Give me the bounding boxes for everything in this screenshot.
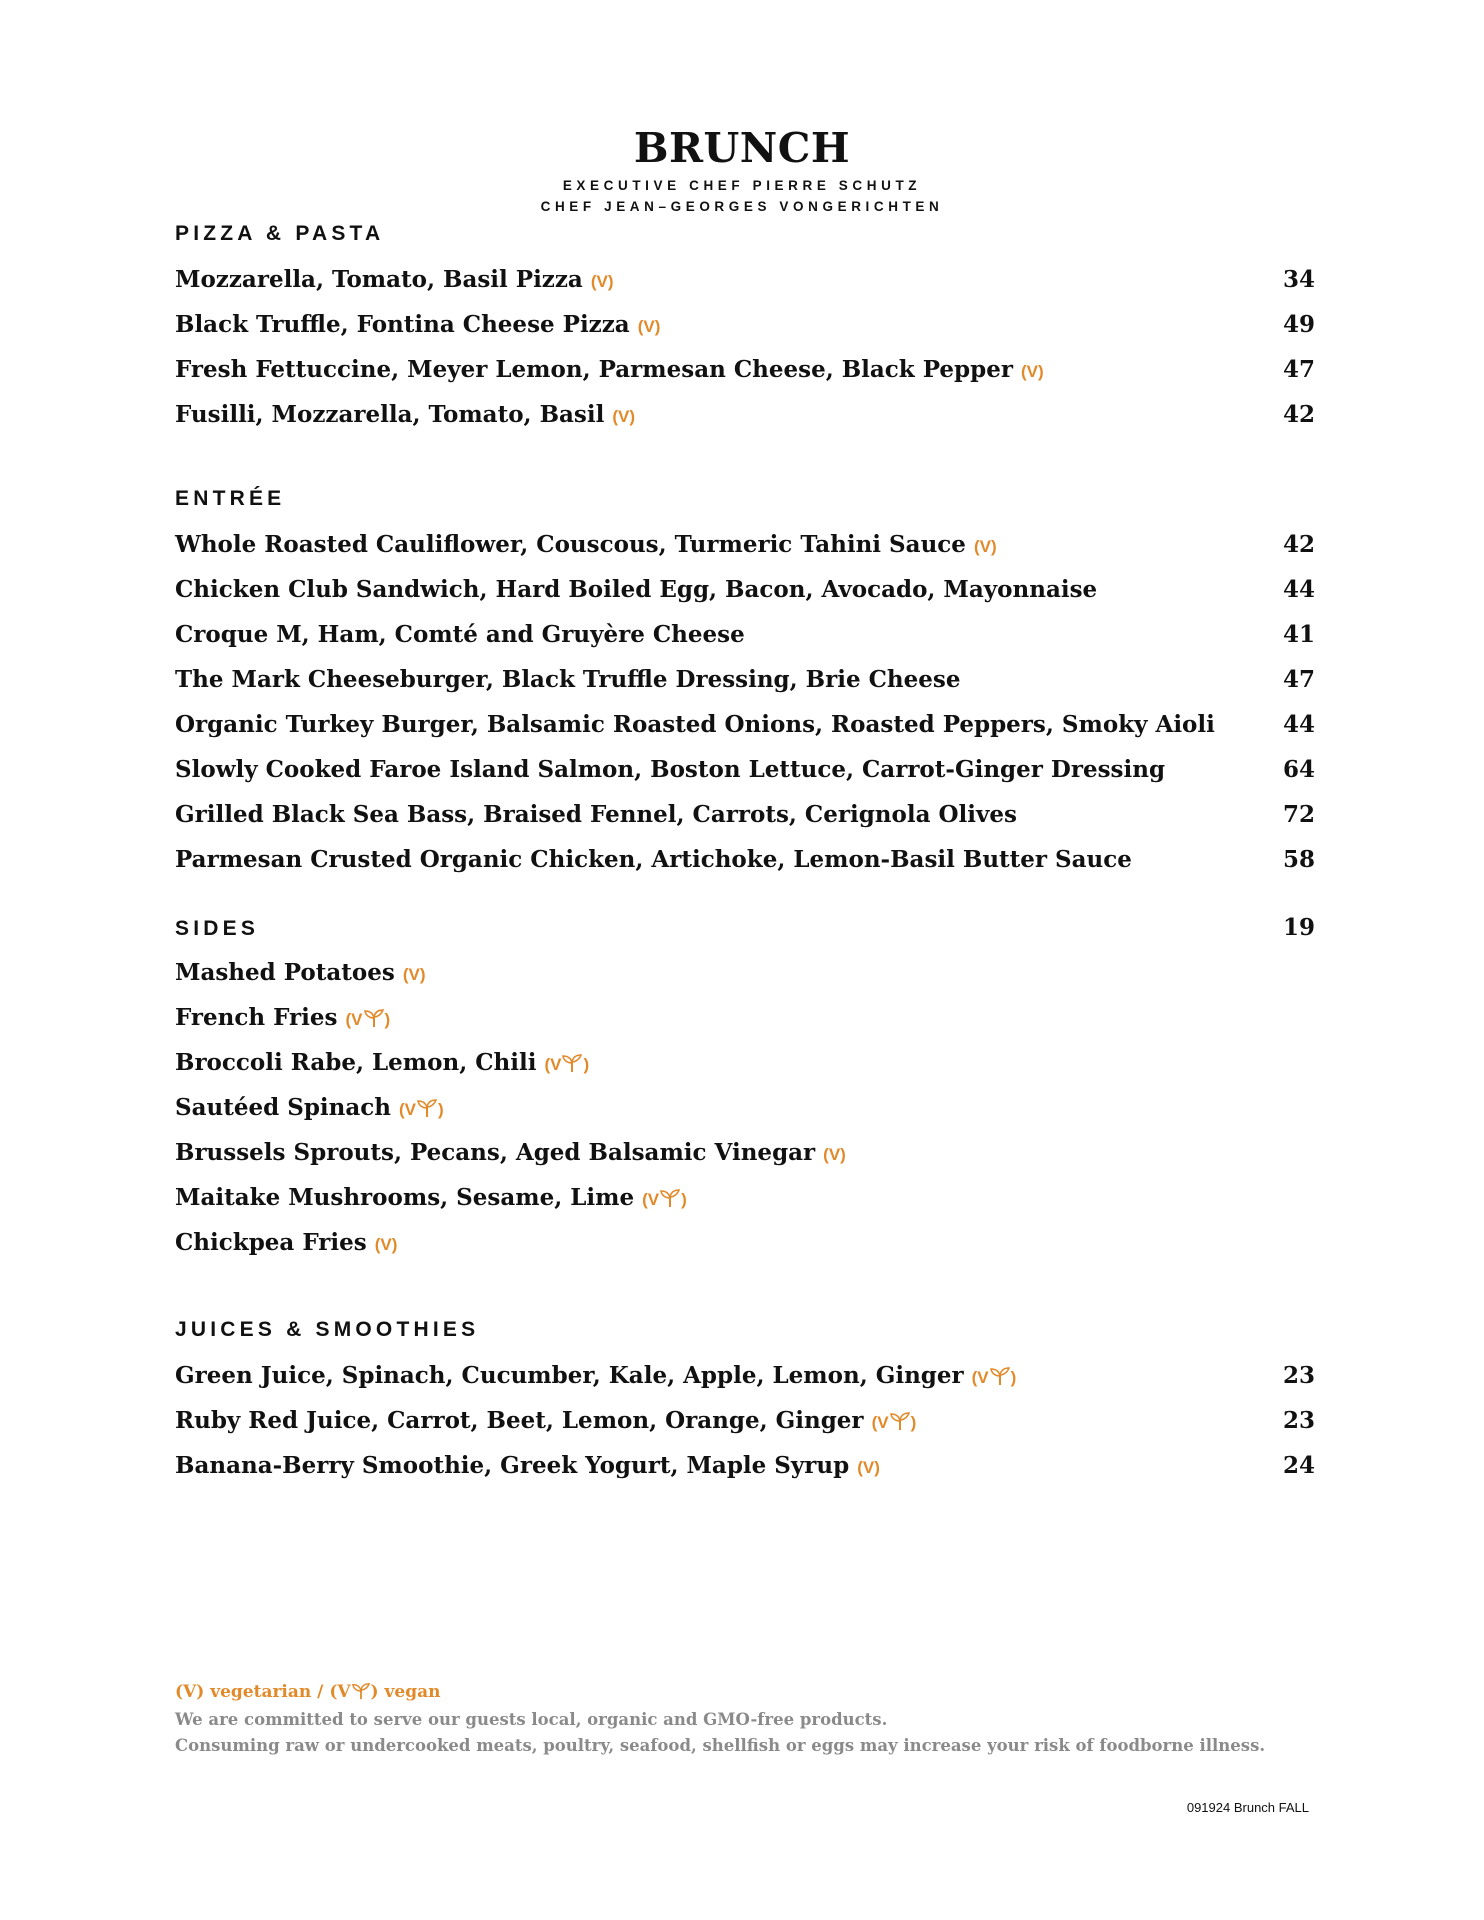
menu-item <box>175 1407 1315 1441</box>
vegetarian-tag: (V) <box>1020 362 1044 381</box>
sprout-icon <box>416 1098 438 1118</box>
item-name: Chickpea Fries <box>175 1229 367 1256</box>
vegetarian-tag: (V) <box>823 1145 846 1164</box>
vegan-tag: (V ) <box>399 1100 444 1119</box>
item-price: 42 <box>1282 531 1315 558</box>
menu-item <box>175 576 1315 610</box>
sprout-icon <box>889 1411 911 1431</box>
vegetarian-tag: (V) <box>402 965 426 984</box>
item-name: Maitake Mushrooms, Sesame, Lime <box>175 1184 635 1211</box>
sprout-icon <box>989 1366 1011 1386</box>
sprout-icon <box>351 1682 371 1700</box>
vegetarian-tag: (V) <box>857 1458 880 1477</box>
item-price: 23 <box>1282 1362 1315 1389</box>
item-name: Mashed Potatoes <box>175 959 395 986</box>
sprout-icon <box>363 1008 385 1028</box>
vegan-tag: (V ) <box>345 1010 391 1029</box>
item-name: Whole Roasted Cauliflower, Couscous, Turmeric Tahini Sauce <box>175 531 966 558</box>
item-price: 42 <box>1282 401 1315 428</box>
item-name: Banana-Berry Smoothie, Greek Yogurt, Maple Syrup <box>175 1452 850 1479</box>
menu-item <box>175 621 1315 655</box>
sprout-icon <box>561 1053 583 1073</box>
sides-header <box>175 914 1315 948</box>
menu-item <box>175 1452 1315 1486</box>
sprout-icon <box>659 1188 681 1208</box>
commitment-note: We are committed to serve our guests local, organic and GMO-free products. <box>175 1710 888 1729</box>
vegetarian-tag: (V) <box>374 1235 398 1254</box>
item-price: 41 <box>1282 621 1315 648</box>
menu-item <box>175 1004 1315 1038</box>
item-name: Organic Turkey Burger, Balsamic Roasted Onions, Roasted Peppers, Smoky Aioli <box>175 711 1215 738</box>
item-name: Sautéed Spinach <box>175 1094 391 1121</box>
diet-legend: (V) vegetarian / (V ) vegan <box>175 1682 441 1702</box>
menu-item <box>175 356 1315 390</box>
item-name: Parmesan Crusted Organic Chicken, Artichoke, Lemon-Basil Butter Sauce <box>175 846 1132 873</box>
section-title-pizza-pasta: PIZZA & PASTA <box>175 222 385 245</box>
vegan-tag: (V ) <box>642 1190 687 1209</box>
sides-price: 19 <box>1282 914 1315 941</box>
menu-item <box>175 1229 1315 1263</box>
vegan-tag: (V ) <box>871 1413 917 1432</box>
item-name: Green Juice, Spinach, Cucumber, Kale, Apple, Lemon, Ginger <box>175 1362 964 1389</box>
item-name: Fusilli, Mozzarella, Tomato, Basil <box>175 401 605 428</box>
item-name: Slowly Cooked Faroe Island Salmon, Boston Lettuce, Carrot-Ginger Dressing <box>175 756 1166 783</box>
menu-item <box>175 666 1315 700</box>
menu-item <box>175 1184 1315 1218</box>
item-price: 47 <box>1282 666 1315 693</box>
item-price: 23 <box>1282 1407 1315 1434</box>
vegan-tag: (V ) <box>544 1055 590 1074</box>
menu-item <box>175 1049 1315 1083</box>
item-name: The Mark Cheeseburger, Black Truffle Dressing, Brie Cheese <box>175 666 961 693</box>
menu-item <box>175 711 1315 745</box>
menu-code: 091924 Brunch FALL <box>1186 1800 1309 1815</box>
menu-item <box>175 311 1315 345</box>
item-name: French Fries <box>175 1004 338 1031</box>
menu-title: BRUNCH <box>633 124 851 172</box>
item-name: Broccoli Rabe, Lemon, Chili <box>175 1049 537 1076</box>
section-title-sides: SIDES <box>175 917 260 940</box>
menu-item <box>175 1362 1315 1396</box>
item-price: 64 <box>1282 756 1315 783</box>
item-price: 24 <box>1282 1452 1315 1479</box>
section-title-juices: JUICES & SMOOTHIES <box>175 1318 480 1341</box>
menu-item <box>175 846 1315 880</box>
legend-vegan: ) vegan <box>370 1682 441 1702</box>
item-name: Mozzarella, Tomato, Basil Pizza <box>175 266 583 293</box>
item-price: 72 <box>1282 801 1315 828</box>
legend-vegetarian: (V) vegetarian / <box>175 1682 324 1702</box>
item-name: Ruby Red Juice, Carrot, Beet, Lemon, Orange, Ginger <box>175 1407 864 1434</box>
menu-item <box>175 1094 1315 1128</box>
item-name: Black Truffle, Fontina Cheese Pizza <box>175 311 630 338</box>
food-safety-warning: Consuming raw or undercooked meats, poultry, seafood, shellfish or eggs may increase your risk of foodborne illness. <box>175 1736 1266 1755</box>
item-name: Grilled Black Sea Bass, Braised Fennel, Carrots, Cerignola Olives <box>175 801 1017 828</box>
item-name: Chicken Club Sandwich, Hard Boiled Egg, Bacon, Avocado, Mayonnaise <box>175 576 1098 603</box>
chef-name: CHEF JEAN–GEORGES VONGERICHTEN <box>540 199 944 214</box>
item-price: 44 <box>1282 711 1315 738</box>
item-name: Brussels Sprouts, Pecans, Aged Balsamic Vinegar <box>175 1139 816 1166</box>
item-name: Fresh Fettuccine, Meyer Lemon, Parmesan Cheese, Black Pepper <box>175 356 1013 383</box>
item-price: 34 <box>1282 266 1315 293</box>
item-price: 44 <box>1282 576 1315 603</box>
vegan-tag: (V ) <box>971 1368 1017 1387</box>
menu-item <box>175 801 1315 835</box>
vegetarian-tag: (V) <box>973 537 997 556</box>
section-title-entree: ENTRÉE <box>175 487 286 510</box>
item-name: Croque M, Ham, Comté and Gruyère Cheese <box>175 621 745 648</box>
menu-item <box>175 959 1315 993</box>
item-price: 58 <box>1282 846 1315 873</box>
menu-item <box>175 756 1315 790</box>
menu-item <box>175 401 1315 435</box>
menu-item <box>175 531 1315 565</box>
vegetarian-tag: (V) <box>637 317 661 336</box>
item-price: 49 <box>1282 311 1315 338</box>
menu-item <box>175 266 1315 300</box>
vegetarian-tag: (V) <box>612 407 636 426</box>
vegetarian-tag: (V) <box>590 272 614 291</box>
menu-item <box>175 1139 1315 1173</box>
item-price: 47 <box>1282 356 1315 383</box>
executive-chef: EXECUTIVE CHEF PIERRE SCHUTZ <box>562 178 922 193</box>
